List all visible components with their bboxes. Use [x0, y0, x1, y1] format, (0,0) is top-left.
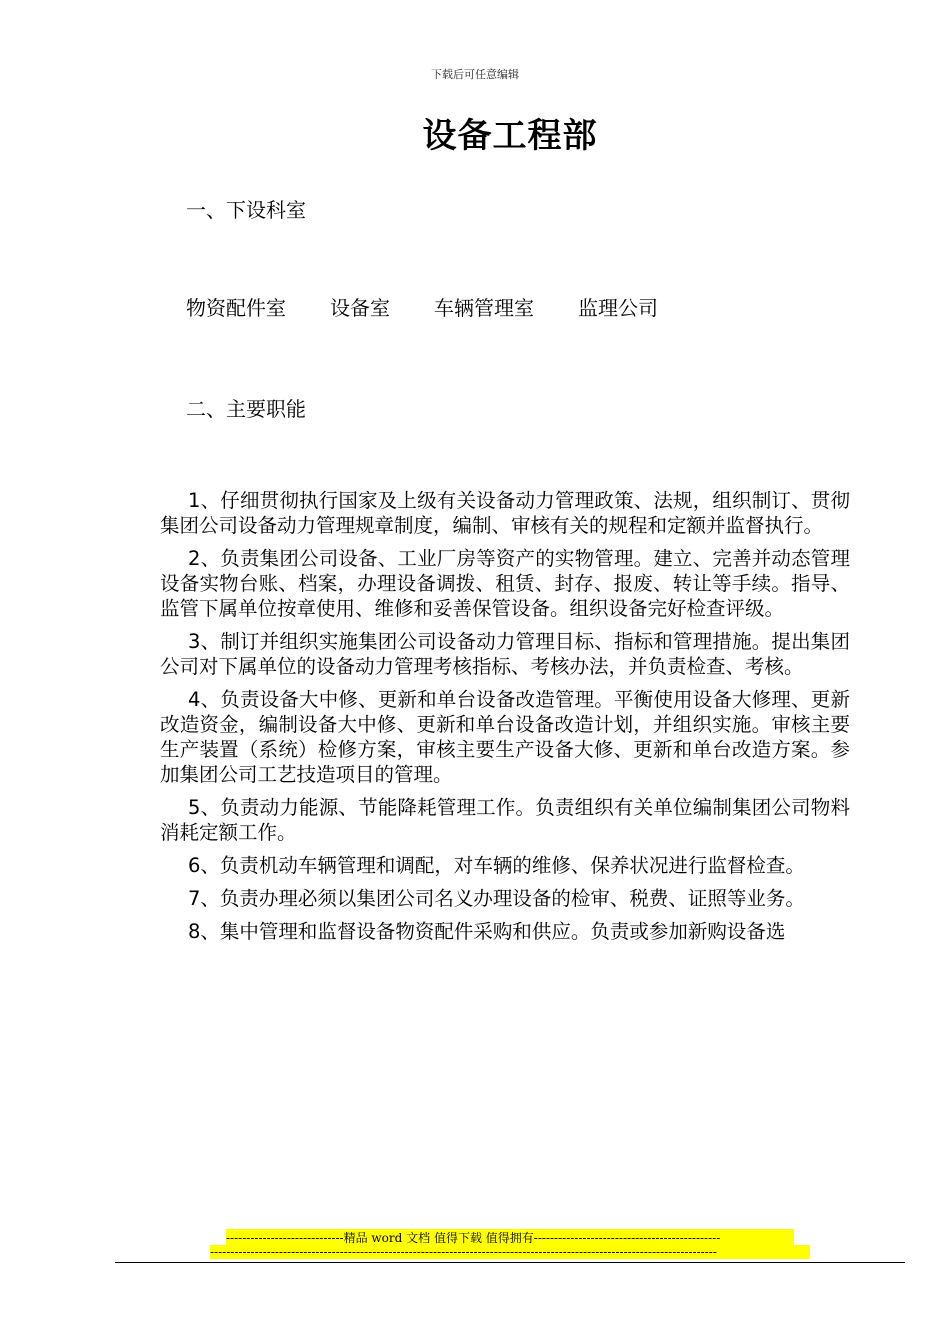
duties-list — [160, 488, 850, 952]
duty-item: 2、负责集团公司设备、工业厂房等资产的实物管理。建立、完善并动态管理设备实物台账、档案，办理设备调拨、租赁、封存、报废、转让等手续。指导、监管下属单位按章使用、维修和妥善保管设备。组织设备完好检查评级。 — [160, 547, 850, 620]
footer-divider — [115, 1262, 905, 1263]
section-heading-2: 二、主要职能 — [186, 397, 306, 421]
section-heading-1: 一、下设科室 — [186, 198, 306, 222]
duty-item: 7、负责办理必须以集团公司名义办理设备的检审、税费、证照等业务。 — [188, 887, 805, 910]
duty-item: 8、集中管理和监督设备物资配件采购和供应。负责或参加新购设备选 — [188, 920, 786, 943]
duty-item: 6、负责机动车辆管理和调配，对车辆的维修、保养状况进行监督检查。 — [188, 854, 805, 877]
unit-item: 设备室 — [330, 296, 390, 320]
header-note: 下载后可任意编辑 — [431, 68, 519, 81]
duty-item: 4、负责设备大中修、更新和单台设备改造管理。平衡使用设备大修理、更新改造资金，编制设备大中修、更新和单台设备改造计划，并组织实施。审核主要生产装置（系统）检修方案，审核主要生产设备大修、更新和单台改造方案。参加集团公司工艺技造项目的管理。 — [160, 688, 850, 786]
duty-item: 3、制订并组织实施集团公司设备动力管理目标、指标和管理措施。提出集团公司对下属单位的设备动力管理考核指标、考核办法，并负责检查、考核。 — [160, 630, 850, 678]
unit-item: 监理公司 — [578, 296, 658, 320]
page-title: 设备工程部 — [422, 116, 598, 156]
footer-banner-line-2: ----------------------------------------------------------------------------------------------------------------------------- — [210, 1245, 810, 1259]
department-units-row — [186, 292, 658, 321]
unit-item: 车辆管理室 — [434, 296, 534, 320]
duty-item: 1、仔细贯彻执行国家及上级有关设备动力管理政策、法规，组织制订、贯彻集团公司设备动力管理规章制度，编制、审核有关的规程和定额并监督执行。 — [160, 489, 850, 537]
footer-banner-line-1: -----------------------------精品 word 文档 值得下载 值得拥有---------------------------------------------- — [226, 1229, 794, 1246]
unit-item: 物资配件室 — [186, 296, 286, 320]
duty-item: 5、负责动力能源、节能降耗管理工作。负责组织有关单位编制集团公司物料消耗定额工作。 — [160, 796, 850, 844]
